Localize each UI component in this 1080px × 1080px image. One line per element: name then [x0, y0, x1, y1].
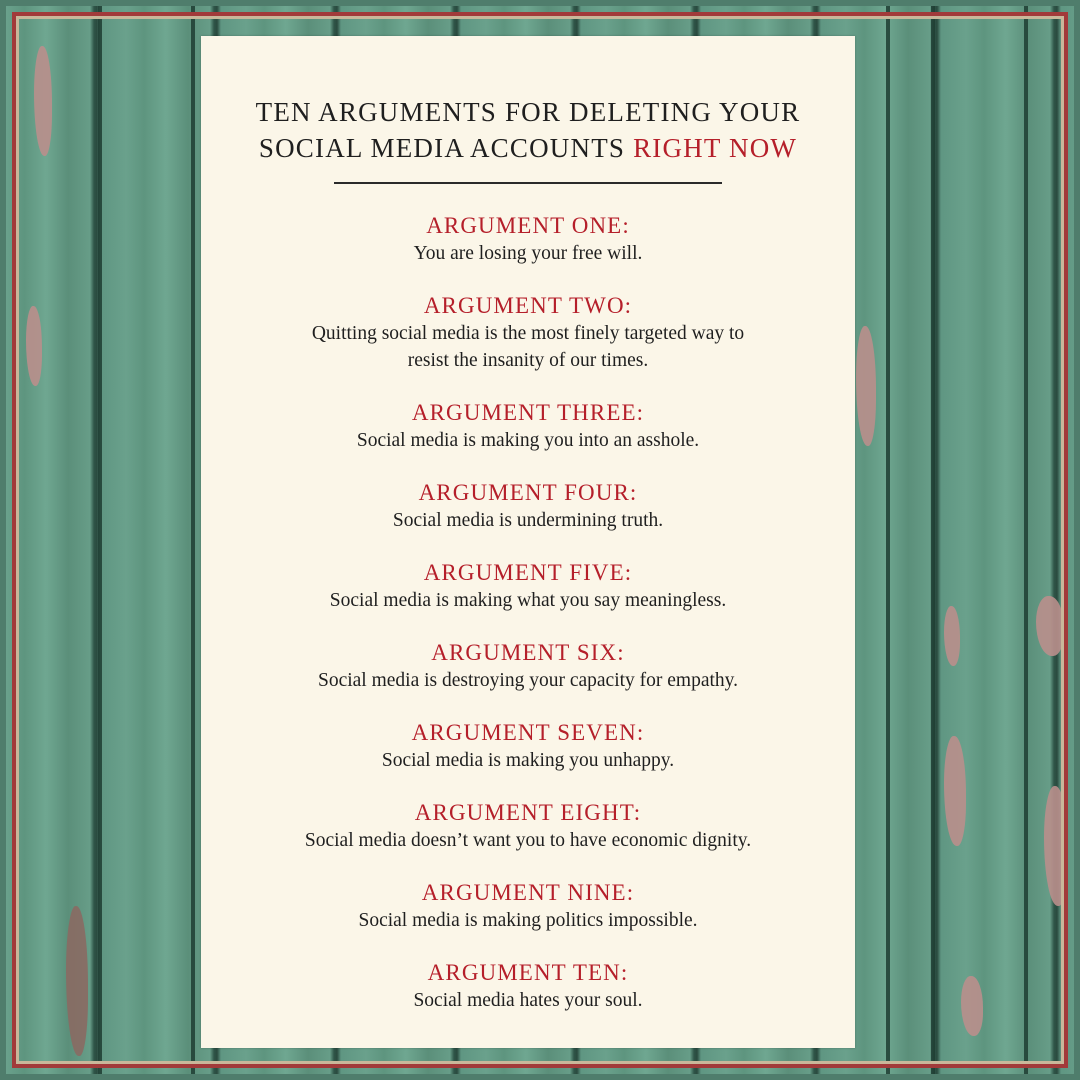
- content-card: [201, 36, 855, 1048]
- argument-text: Social media doesn’t want you to have economic dignity.: [304, 830, 752, 851]
- argument-text: Social media is undermining truth.: [392, 510, 664, 531]
- argument-heading: ARGUMENT TWO:: [423, 293, 633, 318]
- argument-text: Social media is destroying your capacity for empathy.: [317, 670, 739, 691]
- argument-item: [201, 479, 855, 534]
- argument-item: [201, 879, 855, 934]
- argument-heading: ARGUMENT FIVE:: [423, 560, 633, 585]
- argument-heading: ARGUMENT TEN:: [427, 960, 629, 985]
- wood-groove: [1024, 6, 1028, 1080]
- argument-heading: ARGUMENT ONE:: [426, 213, 630, 238]
- peeling-paint: [961, 976, 983, 1036]
- peeling-paint: [944, 736, 966, 846]
- argument-item: [201, 959, 855, 1014]
- title-line-2-prefix: SOCIAL MEDIA ACCOUNTS: [258, 133, 626, 163]
- title-line-1: TEN ARGUMENTS FOR DELETING YOUR: [255, 97, 801, 127]
- argument-item: [201, 292, 855, 374]
- arguments-list: [201, 212, 855, 1014]
- argument-text: Social media is making politics impossible.: [358, 910, 698, 931]
- argument-heading: ARGUMENT SEVEN:: [411, 720, 645, 745]
- title-line-2: [218, 130, 838, 166]
- argument-heading: ARGUMENT NINE:: [421, 880, 635, 905]
- argument-heading: ARGUMENT THREE:: [411, 400, 645, 425]
- peeling-paint: [944, 606, 960, 666]
- argument-text: Social media is making you unhappy.: [381, 750, 675, 771]
- argument-heading: ARGUMENT SIX:: [431, 640, 625, 665]
- page-title: [218, 94, 838, 166]
- argument-item: [201, 719, 855, 774]
- title-accent: RIGHT NOW: [633, 133, 798, 163]
- argument-item: [201, 399, 855, 454]
- argument-text: Social media is making what you say meaningless.: [329, 590, 727, 611]
- wood-groove: [191, 6, 195, 1080]
- peeling-paint: [34, 46, 52, 156]
- peeling-paint: [66, 906, 88, 1056]
- peeling-paint: [1044, 786, 1068, 906]
- argument-text: Social media hates your soul.: [413, 990, 643, 1011]
- argument-heading: ARGUMENT EIGHT:: [414, 800, 642, 825]
- argument-item: [201, 799, 855, 854]
- wood-groove: [931, 6, 935, 1080]
- peeling-paint: [26, 306, 42, 386]
- argument-item: [201, 559, 855, 614]
- argument-heading: ARGUMENT FOUR:: [418, 480, 638, 505]
- wood-groove: [886, 6, 890, 1080]
- argument-text: You are losing your free will.: [413, 243, 643, 264]
- peeling-paint: [856, 326, 876, 446]
- argument-item: [201, 212, 855, 267]
- wood-groove: [98, 6, 102, 1080]
- argument-item: [201, 639, 855, 694]
- title-divider: [334, 182, 722, 184]
- argument-text: Social media is making you into an asshole.: [356, 430, 700, 451]
- argument-text: Quitting social media is the most finely targeted way to resist the insanity of our times.: [311, 323, 745, 371]
